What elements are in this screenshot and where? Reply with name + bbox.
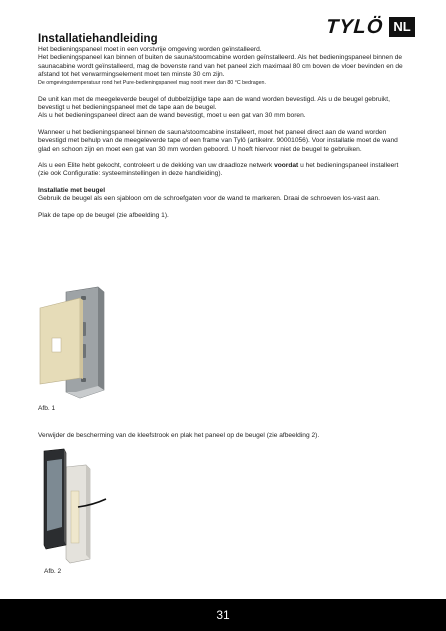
paragraph-placement: Het bedieningspaneel kan binnen of buiten de sauna/stoomcabine worden geïnstalleerd. Als het bedieningspaneel binnen de saunacabine wordt geïnstalleerd, mag de bovenste rand van het paneel zich maximaal 80 cm boven de vloer bevinden en de afstand tot het verwarmingselement moet ten minste 30 cm zijn.	[38, 54, 403, 78]
figure-1-caption: Afb. 1	[38, 405, 56, 412]
figure-2-caption: Afb. 2	[44, 568, 62, 575]
figure-panel-on-bracket	[38, 447, 108, 565]
elite-text-after: u het bedieningspaneel installeert (zie ook Configuratie: systeeminstellingen in deze handleiding).	[38, 162, 399, 178]
paragraph-peel-strip: Verwijder de bescherming van de kleefstrook en plak het paneel op de beugel (zie afbeelding 2).	[38, 432, 320, 439]
elite-text-before: Als u een Elite hebt gekocht, controleert u de dekking van uw draadloze netwerk	[38, 162, 275, 170]
brand-logo	[326, 16, 415, 38]
section-heading: Installatie met beugel	[38, 187, 106, 195]
page-number: 31	[216, 608, 230, 622]
elite-text-bold: voordat	[274, 162, 299, 170]
page-footer	[0, 599, 446, 631]
language-badge: NL	[389, 17, 414, 37]
logo-wordmark: TYLÖ	[325, 15, 385, 38]
figure-bracket-tape	[34, 282, 134, 400]
page-title: Installatiehandleiding	[38, 33, 158, 45]
body-text	[38, 46, 410, 229]
paragraph-tape: Plak de tape op de beugel (zie afbeelding 1).	[38, 211, 169, 219]
paragraph-mounting: De unit kan met de meegeleverde beugel of dubbelzijdige tape aan de wand worden bevestigd. Als u de beugel gebruikt, bevestigt u het bedieningspaneel met de tape aan de beugel.	[38, 95, 390, 112]
paragraph-drill-hole: Als u het bedieningspaneel direct aan de wand bevestigt, moet u een gat van 30 mm boren.	[38, 112, 306, 120]
paragraph-temperature-note: De omgevingstemperatuur rond het Pure-bedieningspaneel mag nooit meer dan 80 °C bedragen.	[38, 80, 266, 87]
paragraph-template: Gebruik de beugel als een sjabloon om de schroefgaten voor de wand te markeren. Draai de schroeven los-vast aan.	[38, 195, 380, 203]
paragraph-frost-free: Het bedieningspaneel moet in een vorstvrije omgeving worden geïnstalleerd.	[38, 46, 262, 53]
paragraph-inside-cabin: Wanneer u het bedieningspaneel binnen de sauna/stoomcabine installeert, moet het paneel direct aan de wand worden bevestigd met behulp van de meegeleverde tape of een frame van Tylö (artikelnr. 90001056). Voor installatie moet de wand glad en schoon zijn en moet een gat van 30 mm worden geboord. U hoeft hiervoor niet de beugel te gebruiken.	[38, 128, 398, 153]
paragraph-elite	[38, 162, 410, 179]
